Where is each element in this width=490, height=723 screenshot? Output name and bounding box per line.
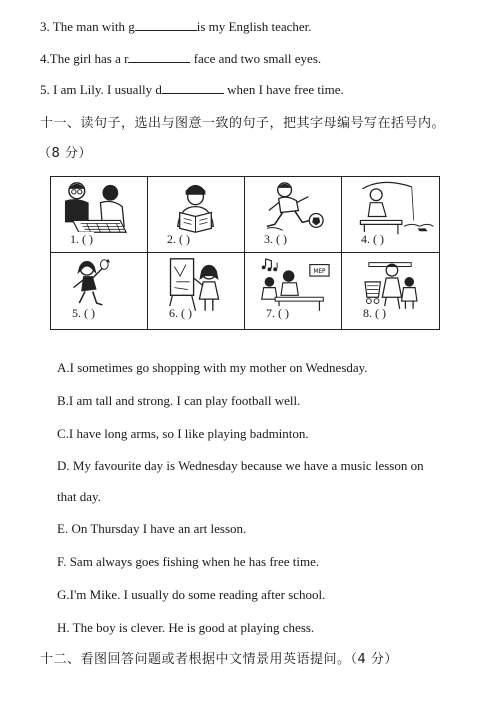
picture-cell-3 (245, 177, 342, 253)
option-h: H. The boy is clever. He is good at playing chess. (57, 620, 315, 635)
option-d: D. My favourite day is Wednesday because we have a music lesson on (57, 458, 424, 473)
picture-grid (50, 176, 440, 330)
option-d-continued: that day. (57, 489, 101, 504)
question-5-suffix: when I have free time. (227, 82, 344, 97)
question-4-prefix: 4.The girl has a r (40, 51, 129, 66)
question-3-prefix: 3. The man with g (40, 19, 135, 34)
girl-art-icon (148, 253, 244, 329)
picture-cell-8 (342, 253, 439, 329)
picture-cell-6 (148, 253, 245, 329)
picture-label-3[interactable]: 3. ( ) (264, 232, 287, 246)
question-5 (40, 81, 344, 98)
option-c: C.I have long arms, so I like playing badminton. (57, 426, 309, 441)
picture-label-7[interactable]: 7. ( ) (266, 306, 289, 320)
section-11-points: （8 分） (38, 146, 92, 161)
board-text: MEP (313, 269, 326, 276)
picture-cell-4 (342, 177, 439, 253)
picture-cell-1 (51, 177, 148, 253)
question-3-suffix: is my English teacher. (196, 19, 312, 34)
picture-cell-5 (51, 253, 148, 329)
option-a: A.I sometimes go shopping with my mother on Wednesday. (57, 360, 368, 375)
picture-cell-2 (148, 177, 245, 253)
music-lesson-icon (245, 253, 341, 329)
girl-badminton-icon (51, 253, 147, 329)
chess-players-icon (51, 177, 147, 252)
picture-label-8[interactable]: 8. ( ) (363, 306, 386, 320)
question-3 (40, 18, 312, 35)
option-e: E. On Thursday I have an art lesson. (57, 521, 247, 536)
section-11-title: 十一、读句子，选出与图意一致的句子，把其字母编号写在括号内。 (40, 116, 446, 131)
answer-blank[interactable] (162, 81, 224, 94)
picture-cell-7 (245, 253, 342, 329)
option-g: G.I'm Mike. I usually do some reading after school. (57, 587, 326, 602)
picture-label-1[interactable]: 1. ( ) (70, 232, 93, 246)
boy-football-icon (245, 177, 341, 252)
picture-label-4[interactable]: 4. ( ) (361, 232, 384, 246)
question-4 (40, 50, 321, 67)
shopping-icon (342, 253, 439, 329)
picture-label-2[interactable]: 2. ( ) (167, 232, 190, 246)
boy-fishing-icon (342, 177, 439, 252)
option-f: F. Sam always goes fishing when he has free time. (57, 554, 320, 569)
picture-label-6[interactable]: 6. ( ) (169, 306, 192, 320)
answer-blank[interactable] (135, 18, 197, 31)
question-4-suffix: face and two small eyes. (193, 51, 322, 66)
option-b: B.I am tall and strong. I can play football well. (57, 393, 301, 408)
question-5-prefix: 5. I am Lily. I usually d (40, 82, 162, 97)
boy-reading-icon (148, 177, 244, 252)
picture-label-5[interactable]: 5. ( ) (72, 306, 95, 320)
section-12-title: 十二、看图回答问题或者根据中文情景用英语提问。（4 分） (40, 652, 398, 667)
answer-blank[interactable] (128, 50, 190, 63)
